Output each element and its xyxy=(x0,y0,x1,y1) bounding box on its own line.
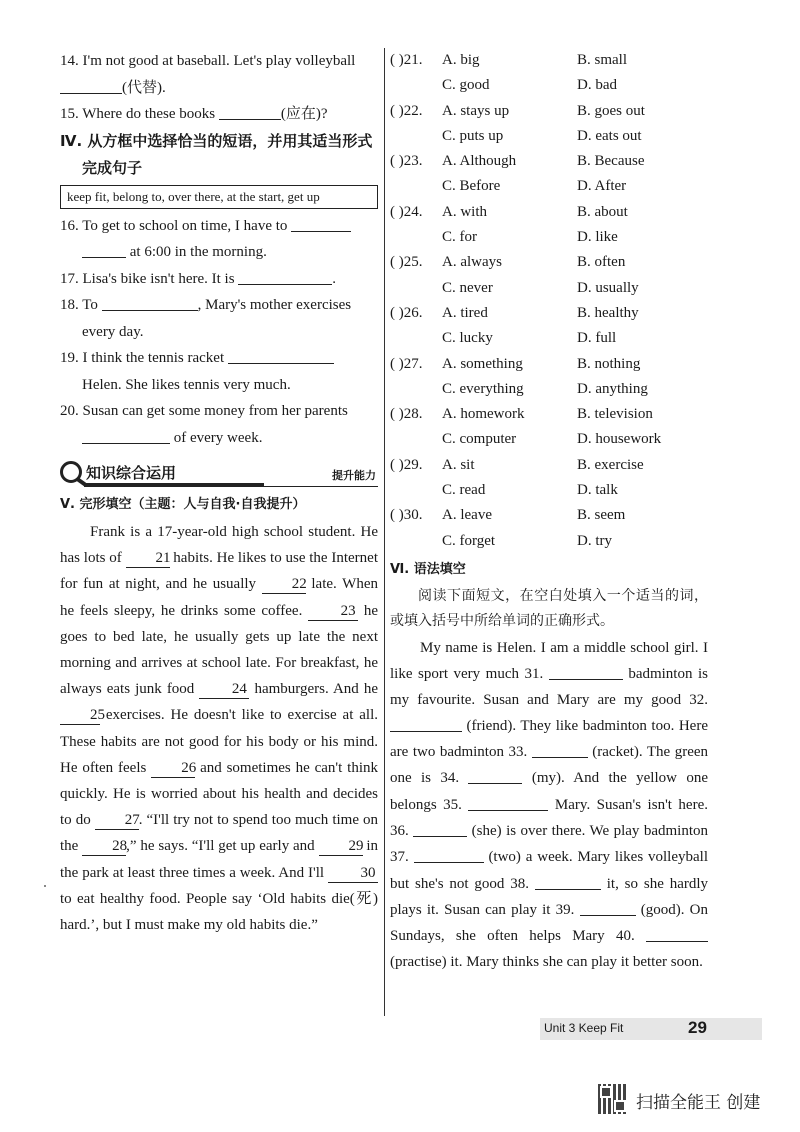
grammar-blank-35[interactable] xyxy=(468,794,548,811)
cloze-blank-21[interactable]: 21 xyxy=(126,549,170,568)
answer-blank[interactable] xyxy=(291,215,351,232)
answer-bracket[interactable]: ( )30. xyxy=(390,507,423,524)
option-row xyxy=(390,149,708,174)
page-footer xyxy=(540,1018,762,1040)
option-d[interactable]: D. bad xyxy=(577,77,617,94)
answer-bracket[interactable]: ( )25. xyxy=(390,254,423,271)
option-a[interactable]: A. homework xyxy=(442,406,525,423)
section-6-instructions: 阅读下面短文，在空白处填入一个适当的词，或填入括号中所给单词的正确形式。 xyxy=(390,587,708,629)
answer-blank[interactable] xyxy=(82,241,126,258)
grammar-blank-34[interactable] xyxy=(468,767,522,784)
option-row xyxy=(390,301,708,326)
cloze-blank-28[interactable]: 28 xyxy=(82,837,126,856)
answer-bracket[interactable]: ( )23. xyxy=(390,153,423,170)
option-d[interactable]: D. like xyxy=(577,229,618,246)
option-a[interactable]: A. always xyxy=(442,254,502,271)
cloze-blank-30[interactable]: 30 xyxy=(328,864,378,883)
option-a[interactable]: A. sit xyxy=(442,456,475,473)
option-b[interactable]: B. exercise xyxy=(577,456,644,473)
option-d[interactable]: D. eats out xyxy=(577,127,642,144)
option-a[interactable]: A. with xyxy=(442,203,487,220)
option-a[interactable]: A. leave xyxy=(442,507,492,524)
answer-blank[interactable] xyxy=(82,427,170,444)
option-d[interactable]: D. housework xyxy=(577,431,662,448)
question-16: 16. To get to school on time, I have to xyxy=(60,213,378,240)
answer-bracket[interactable]: ( )21. xyxy=(390,52,423,68)
answer-blank[interactable] xyxy=(219,103,281,120)
option-row xyxy=(390,478,708,503)
option-c[interactable]: C. for xyxy=(442,229,477,246)
phrase-box: keep fit, belong to, over there, at the start, get up xyxy=(60,185,378,209)
question-15: 15. Where do these books (应在)? xyxy=(60,101,378,128)
option-row xyxy=(390,73,708,98)
option-c[interactable]: C. computer xyxy=(442,431,517,448)
column-divider xyxy=(384,48,385,1016)
question-20: 20. Susan can get some money from her parents xyxy=(60,403,348,419)
option-c[interactable]: C. everything xyxy=(442,380,524,397)
left-column: 14. I'm not good at baseball. Let's play volleyball (代替). 15. Where do these books (应在)? Ⅳ. 从方框中选择恰当的短语，并用其适当形式 完成句子 keep fit, belong to, over there, at the start, get up 16. To get to school on time, I have to at 6:00 in the morning. 17. Lisa's bike isn't here. It is . 18. To , Mary's mother exercises every day. 19. I think the tennis racket Helen. She likes tennis very much. 20. Susan can get some money from her parents of every week. 知识综合运用 提升能力 Ⅴ. 完形填空（主题：人与自我·自我提升） Frank is a 17-year-old high school student. He has lots of 21 habits. He likes to use the Internet for fun at night, and he usually 22 late. When he feels sleepy, he drinks some coffee. 23 he goes to bed late, he usually gets up late the next morning and arrives at school late. For breakfast, he always eats junk food 24 hamburgers. And he 25 exercises. He doesn't like to exercise at all. These habits are not good for his body or his mind. He often feels 26 and sometimes he can't think quickly. He is worried about his health and decides to do 27. “I'll try not to spend too much time on the 28,” he says. “I'll get up early and 29 in the park at least three times a week. And I'll 30 to eat healthy food. People say ‘Old habits die(死) hard.’, but I must make my old habits die.” xyxy=(60,48,378,938)
cloze-blank-23[interactable]: 23 xyxy=(308,602,358,621)
grammar-blank-38[interactable] xyxy=(535,873,601,890)
option-row xyxy=(390,99,708,124)
option-c[interactable]: C. forget xyxy=(442,532,496,549)
cloze-blank-25[interactable]: 25 xyxy=(60,706,100,725)
option-d[interactable]: D. usually xyxy=(577,279,639,296)
option-a[interactable]: A. Although xyxy=(442,153,517,170)
scanner-watermark: 扫描全能王 创建 xyxy=(598,1084,788,1114)
option-b[interactable]: B. about xyxy=(577,203,628,220)
option-row xyxy=(390,48,708,73)
option-row xyxy=(390,529,708,554)
option-row xyxy=(390,200,708,225)
option-a[interactable]: A. big xyxy=(442,52,480,68)
right-column xyxy=(390,48,708,975)
option-row xyxy=(390,377,708,402)
option-c[interactable]: C. lucky xyxy=(442,330,493,347)
qr-code-icon xyxy=(598,1084,628,1114)
cloze-blank-22[interactable]: 22 xyxy=(262,575,306,594)
option-row xyxy=(390,326,708,351)
option-row xyxy=(390,503,708,528)
option-d[interactable]: D. try xyxy=(577,532,612,549)
option-b[interactable]: B. often xyxy=(577,254,626,271)
question-14: 14. I'm not good at baseball. Let's play volleyball xyxy=(60,53,356,69)
option-c[interactable]: C. good xyxy=(442,77,490,94)
grammar-passage: My name is Helen. I am a middle school girl. I like sport very much 31. badminton is my favourite. Susan and Mary are my good 32. (friend). They like badminton too. Here are two badminton 33. (racket). The green one is 34. (my). And the yellow one belongs 35. Mary. Susan's isn't here. 36. (she) is over there. We play badminton 37. (two) a week. Mary likes volleyball but she's not good 38. it, so she hardly plays it. Susan can play it 39. (good). On Sundays, she often helps Mary 40. (practise) it. Mary thinks she can play it better soon. xyxy=(390,639,709,970)
option-a[interactable]: A. something xyxy=(442,355,523,372)
cloze-options xyxy=(390,48,708,554)
answer-bracket[interactable]: ( )24. xyxy=(390,203,423,220)
option-c[interactable]: C. never xyxy=(442,279,493,296)
section-4-title: Ⅳ. 从方框中选择恰当的短语，并用其适当形式 xyxy=(60,131,373,150)
option-b[interactable]: B. Because xyxy=(577,153,645,170)
grammar-blank-32[interactable] xyxy=(390,715,462,732)
answer-blank[interactable] xyxy=(238,268,332,285)
option-b[interactable]: B. small xyxy=(577,52,628,68)
grammar-blank-31[interactable] xyxy=(549,663,623,680)
option-d[interactable]: D. talk xyxy=(577,482,618,499)
question-19: 19. I think the tennis racket xyxy=(60,345,378,372)
cloze-blank-24[interactable]: 24 xyxy=(199,680,249,699)
section-banner: 知识综合运用 提升能力 xyxy=(60,457,378,489)
cloze-blank-26[interactable]: 26 xyxy=(151,759,195,778)
option-row xyxy=(390,124,708,149)
question-17: 17. Lisa's bike isn't here. It is . xyxy=(60,266,378,293)
option-row xyxy=(390,225,708,250)
option-b[interactable]: B. seem xyxy=(577,507,626,524)
option-row xyxy=(390,402,708,427)
answer-bracket[interactable]: ( )27. xyxy=(390,355,423,372)
option-row xyxy=(390,427,708,452)
answer-blank[interactable] xyxy=(102,294,198,311)
question-18: 18. To , Mary's mother exercises xyxy=(60,292,378,319)
grammar-blank-36[interactable] xyxy=(413,820,467,837)
grammar-blank-37[interactable] xyxy=(414,846,484,863)
magnifier-logo-icon xyxy=(60,461,82,483)
answer-bracket[interactable]: ( )26. xyxy=(390,304,423,321)
option-a[interactable]: A. stays up xyxy=(442,102,510,119)
option-b[interactable]: B. nothing xyxy=(577,355,641,372)
answer-bracket[interactable]: ( )29. xyxy=(390,456,423,473)
option-b[interactable]: B. television xyxy=(577,406,653,423)
section-5-title: Ⅴ. 完形填空（主题：人与自我·自我提升） xyxy=(60,497,306,512)
option-row xyxy=(390,174,708,199)
unit-label: Unit 3 Keep Fit xyxy=(544,1021,624,1035)
option-row xyxy=(390,453,708,478)
answer-bracket[interactable]: ( )22. xyxy=(390,102,423,119)
page-number: 29 xyxy=(688,1018,707,1037)
option-c[interactable]: C. read xyxy=(442,482,486,499)
answer-blank[interactable] xyxy=(60,77,122,94)
option-c[interactable]: C. Before xyxy=(442,178,501,195)
option-row xyxy=(390,352,708,377)
grammar-blank-39[interactable] xyxy=(580,899,636,916)
option-d[interactable]: D. anything xyxy=(577,380,648,397)
option-row xyxy=(390,276,708,301)
cloze-passage: Frank is a 17-year-old high school student. He has lots of 21 habits. He likes to use the Internet for fun at night, and he usually 22 late. When he feels sleepy, he drinks some coffee. 23 he goes to bed late, he usually gets up late the next morning and arrives at school late. For breakfast, he always eats junk food 24 hamburgers. And he 25 exercises. He doesn't like to exercise at all. These habits are not good for his body or his mind. He often feels 26 and sometimes he can't think quickly. He is worried about his health and decides to do 27. “I'll try not to spend too much time on the 28,” he says. “I'll get up early and 29 in the park at least three times a week. And I'll 30 to eat healthy food. People say ‘Old habits die(死) hard.’, but I must make my old habits die.” xyxy=(60,524,379,934)
section-6-title: Ⅵ. 语法填空 xyxy=(390,561,466,577)
cloze-blank-29[interactable]: 29 xyxy=(319,837,363,856)
option-d[interactable]: D. full xyxy=(577,330,617,347)
answer-bracket[interactable]: ( )28. xyxy=(390,406,423,423)
answer-blank[interactable] xyxy=(228,347,334,364)
option-b[interactable]: B. goes out xyxy=(577,102,645,119)
grammar-blank-33[interactable] xyxy=(532,741,588,758)
cloze-blank-27[interactable]: 27 xyxy=(95,811,139,830)
option-a[interactable]: A. tired xyxy=(442,304,488,321)
option-d[interactable]: D. After xyxy=(577,178,627,195)
option-b[interactable]: B. healthy xyxy=(577,304,639,321)
grammar-blank-40[interactable] xyxy=(646,925,708,942)
stray-dot xyxy=(44,885,46,887)
option-c[interactable]: C. puts up xyxy=(442,127,504,144)
option-row xyxy=(390,250,708,275)
